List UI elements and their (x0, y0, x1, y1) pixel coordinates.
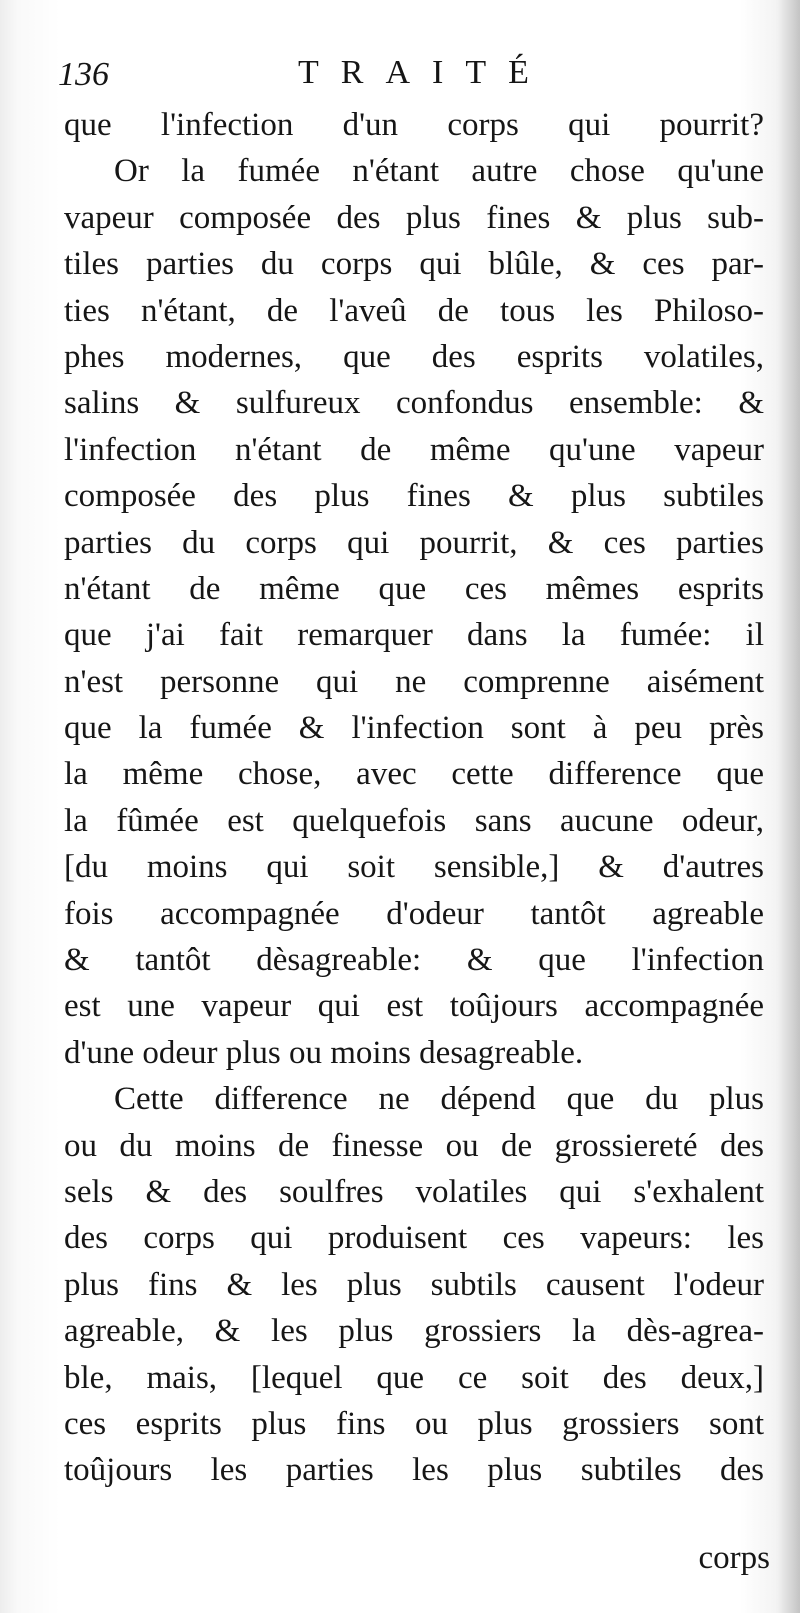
page-header (58, 50, 618, 100)
text-line: que l'infection d'un corps qui pourrit? (64, 107, 764, 143)
text-line: que j'ai fait remarquer dans la fumée: il (64, 617, 764, 654)
text-line: que la fumée & l'infection sont à peu près (64, 710, 764, 747)
text-line: l'infection n'étant de même qu'une vapeur (64, 431, 764, 468)
text-line: ou du moins de finesse ou de grossiereté des (64, 1127, 764, 1164)
text-line: d'une odeur plus ou moins desagreable. (64, 1034, 584, 1071)
text-line: la même chose, avec cette difference que (64, 756, 764, 793)
text-line: tiles parties du corps qui blûle, & ces par- (64, 246, 764, 283)
text-line: ble, mais, [lequel que ce soit des deux,] (64, 1359, 764, 1396)
text-line: n'étant de même que ces mêmes esprits (64, 570, 764, 607)
text-line: vapeur composée des plus fines & plus sub- (64, 199, 764, 236)
page-number: 136 (58, 56, 109, 93)
text-line: Cette difference ne dépend que du plus (114, 1081, 764, 1118)
text-line: Or la fumée n'étant autre chose qu'une (114, 153, 764, 190)
text-line: composée des plus fines & plus subtiles (64, 478, 764, 515)
text-line: plus fins & les plus subtils causent l'odeur (64, 1266, 764, 1303)
body-text (64, 102, 764, 1542)
text-line: agreable, & les plus grossiers la dès-agrea- (64, 1313, 764, 1350)
text-line: phes modernes, que des esprits volatiles, (64, 338, 764, 375)
text-line: sels & des soulfres volatiles qui s'exhalent (64, 1173, 764, 1210)
text-line: salins & sulfureux confondus ensemble: & (64, 385, 764, 422)
text-line: ties n'étant, de l'aveû de tous les Philoso- (64, 292, 764, 329)
text-line: [du moins qui soit sensible,] & d'autres (64, 849, 764, 886)
text-line: des corps qui produisent ces vapeurs: les (64, 1220, 764, 1257)
text-line: toûjours les parties les plus subtiles des (64, 1452, 764, 1489)
page-edge-shadow (778, 0, 800, 1613)
text-line: ces esprits plus fins ou plus grossiers sont (64, 1405, 764, 1442)
text-line: la fûmée est quelquefois sans aucune odeur, (64, 802, 764, 839)
text-line: parties du corps qui pourrit, & ces parties (64, 524, 764, 561)
text-line: est une vapeur qui est toûjours accompagnée (64, 988, 764, 1025)
text-line: n'est personne qui ne comprenne aisément (64, 663, 764, 700)
text-line: fois accompagnée d'odeur tantôt agreable (64, 895, 764, 932)
catchword: corps (698, 1540, 770, 1576)
text-line: & tantôt dèsagreable: & que l'infection (64, 942, 764, 979)
running-head: TRAITÉ (298, 54, 551, 91)
